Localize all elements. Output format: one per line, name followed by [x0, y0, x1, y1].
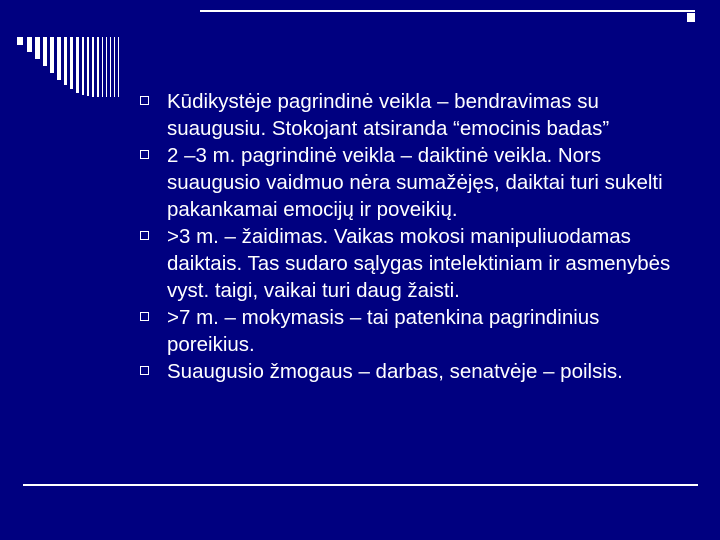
hollow-square-bullet-icon: [140, 96, 149, 105]
deco-bar: [97, 37, 99, 97]
bullet-item: [140, 223, 690, 304]
deco-bar: [35, 37, 40, 59]
bottom-divider: [23, 484, 698, 486]
deco-bar: [76, 37, 79, 93]
deco-bar: [92, 37, 94, 97]
deco-bar: [118, 37, 119, 97]
bullet-item: [140, 304, 690, 358]
bullet-text: >3 m. – žaidimas. Vaikas mokosi manipuliuodamas daiktais. Tas sudaro sąlygas intelektiniam ir asmenybės vyst. taigi, vaikai turi daug žaisti.: [167, 225, 671, 302]
bullet-text: >7 m. – mokymasis – tai patenkina pagrindinius poreikius.: [167, 306, 600, 356]
deco-bar: [27, 37, 32, 52]
deco-bar: [50, 37, 54, 73]
decorative-bars: [0, 0, 720, 100]
deco-square: [687, 13, 695, 22]
bullet-text: 2 –3 m. pagrindinė veikla – daiktinė veikla. Nors suaugusio vaidmuo nėra sumažėjęs, daiktai turi sukelti pakankamai emocijų ir poveikių.: [167, 144, 663, 221]
hollow-square-bullet-icon: [140, 231, 149, 240]
deco-bar: [106, 37, 107, 97]
deco-bar: [43, 37, 47, 66]
bullet-item: [140, 358, 690, 385]
bullet-item: [140, 142, 690, 223]
hollow-square-bullet-icon: [140, 150, 149, 159]
deco-bar: [114, 37, 115, 97]
deco-top-line: [200, 10, 695, 12]
hollow-square-bullet-icon: [140, 312, 149, 321]
deco-bar: [64, 37, 67, 85]
deco-bar: [110, 37, 111, 97]
deco-bar: [70, 37, 73, 89]
bullet-text: Kūdikystėje pagrindinė veikla – bendravimas su suaugusiu. Stokojant atsiranda “emocinis badas”: [167, 90, 610, 140]
deco-bar: [17, 37, 23, 45]
deco-bar: [102, 37, 103, 97]
bullet-list: [140, 88, 690, 385]
deco-bar: [57, 37, 61, 80]
deco-bar: [82, 37, 84, 95]
bullet-item: [140, 88, 690, 142]
bullet-text: Suaugusio žmogaus – darbas, senatvėje – poilsis.: [167, 360, 623, 383]
deco-bar: [87, 37, 89, 96]
hollow-square-bullet-icon: [140, 366, 149, 375]
